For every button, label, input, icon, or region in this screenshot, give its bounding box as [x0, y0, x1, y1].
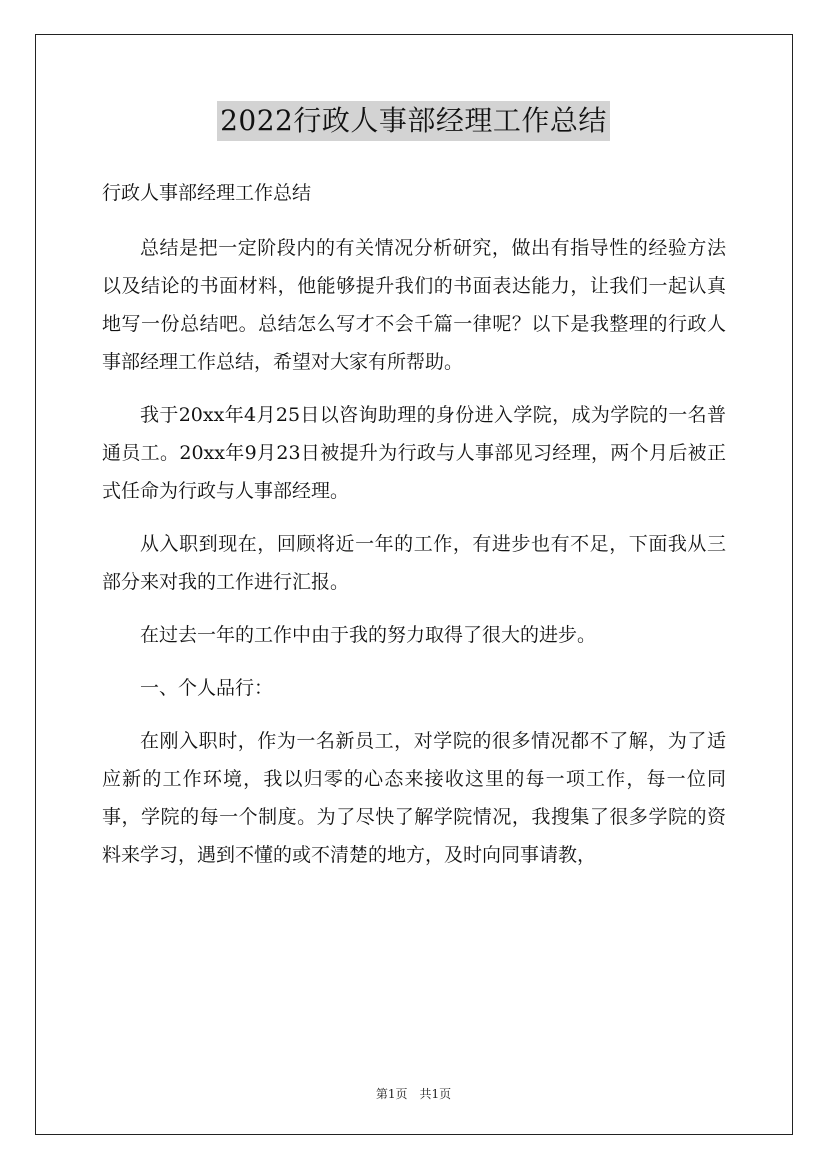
paragraph: 在刚入职时，作为一名新员工，对学院的很多情况都不了解，为了适应新的工作环境，我以归零的心态来接收这里的每一项工作，每一位同事，学院的每一个制度。为了尽快了解学院情况，我搜集了很多学院的资料来学习，遇到不懂的或不清楚的地方，及时向同事请教，: [102, 730, 726, 866]
paragraph: 我于20xx年4月25日以咨询助理的身份进入学院，成为学院的一名普通员工。20xx年9月23日被提升为行政与人事部见习经理，两个月后被正式任命为行政与人事部经理。: [102, 404, 726, 502]
paragraph: 从入职到现在，回顾将近一年的工作，有进步也有不足，下面我从三部分来对我的工作进行汇报。: [102, 533, 726, 593]
document-title-text: 2022行政人事部经理工作总结: [217, 101, 610, 141]
document-body: [102, 174, 726, 889]
document-title: [0, 100, 827, 141]
section-heading: 一、个人品行：: [140, 677, 274, 699]
document-subtitle: 行政人事部经理工作总结: [102, 182, 312, 204]
paragraph: 在过去一年的工作中由于我的努力取得了很大的进步。: [140, 624, 597, 646]
page-number: 第1页 共1页: [375, 1087, 452, 1101]
paragraph: 总结是把一定阶段内的有关情况分析研究，做出有指导性的经验方法以及结论的书面材料，他能够提升我们的书面表达能力，让我们一起认真地写一份总结吧。总结怎么写才不会千篇一律呢？以下是我整理的行政人事部经理工作总结，希望对大家有所帮助。: [102, 237, 726, 373]
